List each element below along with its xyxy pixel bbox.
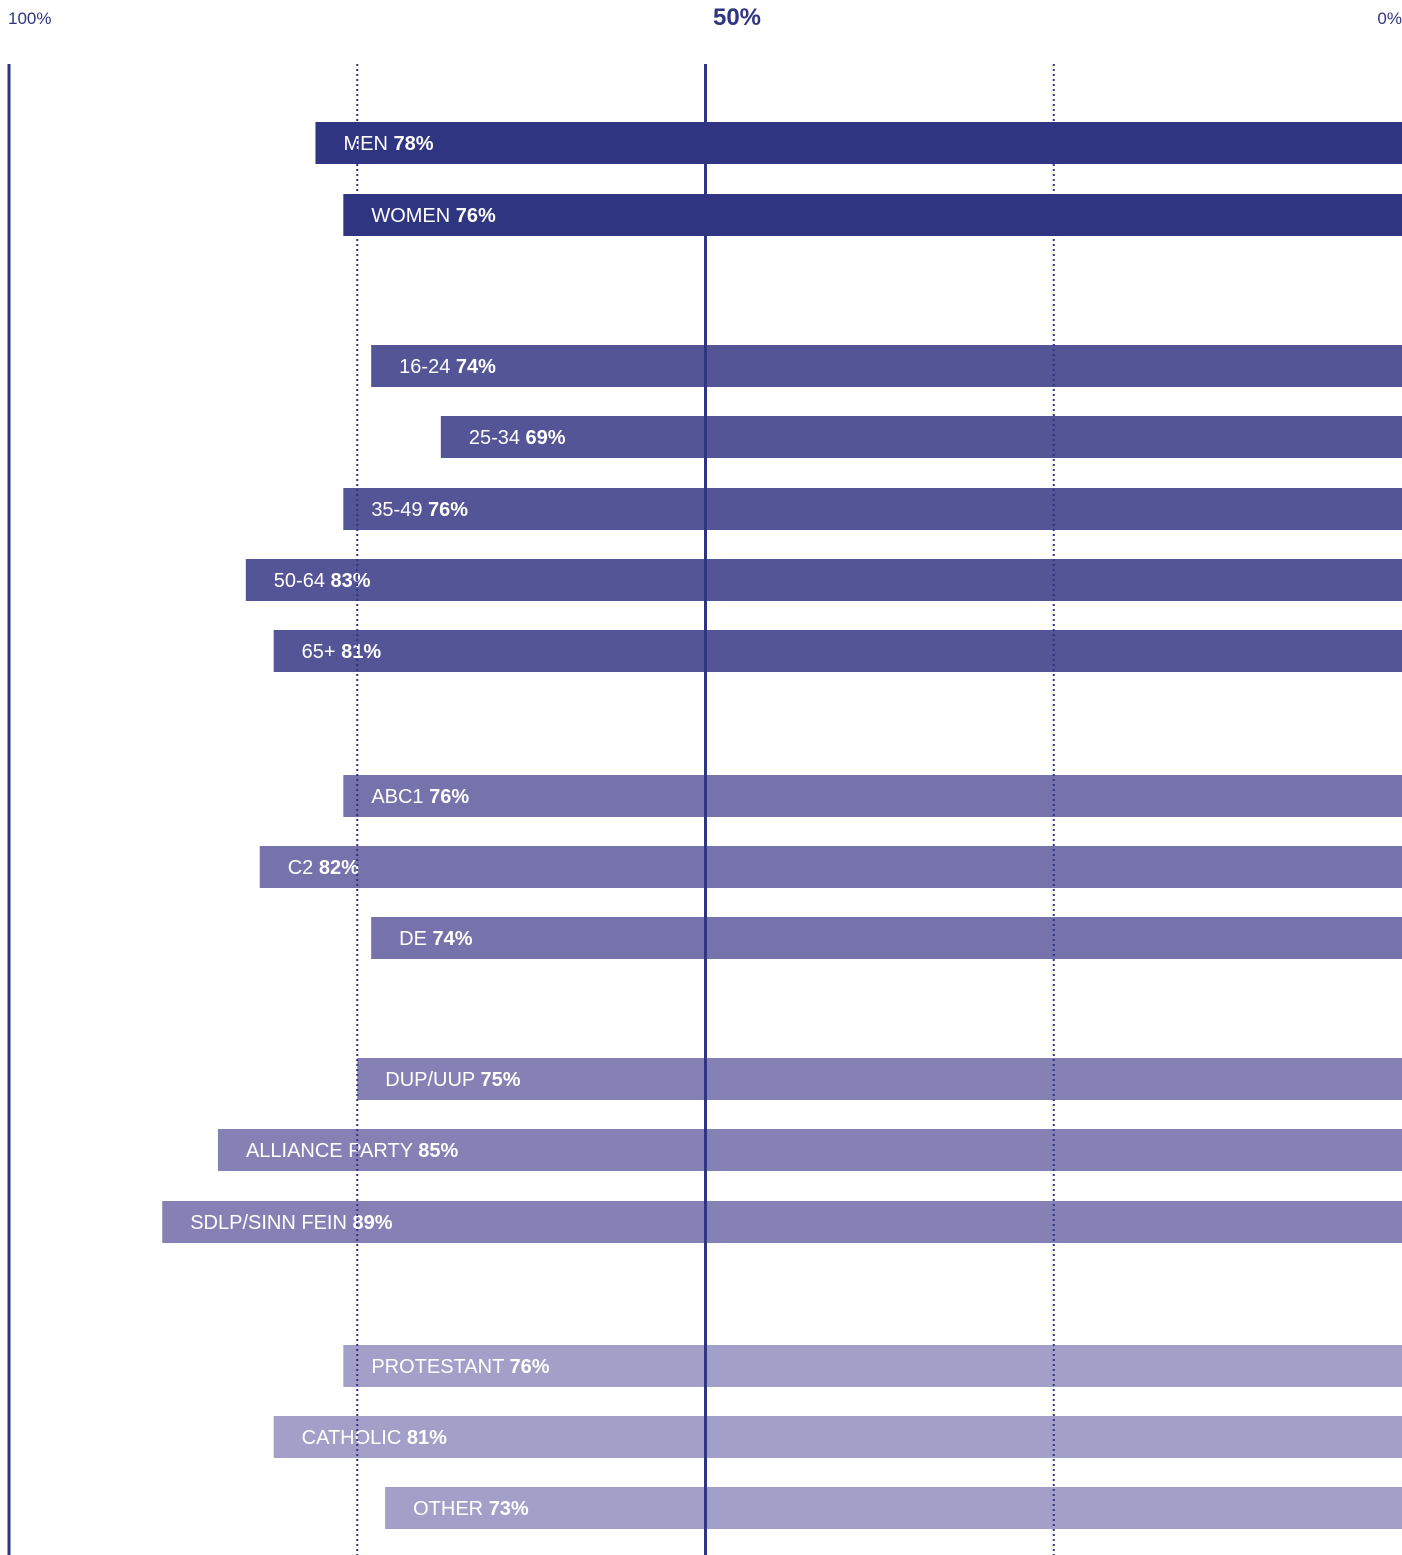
bar-category: C2 (287, 857, 319, 879)
bar-men (315, 122, 1402, 164)
bar-value: 76% (509, 1356, 550, 1378)
bar-category: ABC1 (371, 786, 430, 808)
bar-value: 76% (429, 786, 470, 808)
axis-label-0: 0% (1377, 9, 1402, 28)
bar-value: 81% (341, 641, 382, 663)
bar-label-other (413, 1498, 529, 1520)
bar-value: 75% (480, 1069, 521, 1091)
bar-label-25-34 (469, 427, 566, 449)
bar-value: 82% (318, 857, 359, 879)
bar-group-party (162, 1058, 1402, 1243)
bar-de (371, 917, 1402, 959)
axis-label-100: 100% (8, 9, 52, 28)
bar-label-dup-uup (385, 1069, 520, 1091)
bar-group-age (246, 345, 1402, 672)
bar-group-social-class (260, 775, 1402, 959)
bar-value: 85% (418, 1140, 459, 1162)
bar-abc1 (343, 775, 1402, 817)
bar-label-16-24 (399, 356, 496, 378)
bar-value: 78% (393, 133, 434, 155)
bar-category: 25-34 (468, 427, 526, 449)
bar-value: 76% (455, 205, 496, 227)
bar-other (385, 1487, 1402, 1529)
bar-label-protestant (371, 1356, 549, 1378)
bar-value: 69% (525, 427, 566, 449)
bar-label-women (371, 205, 496, 227)
bar-label-alliance-party (246, 1140, 459, 1162)
bar-value: 89% (352, 1212, 393, 1234)
bar-group-gender (315, 122, 1402, 236)
bar-label-35-49 (371, 499, 468, 521)
bar-value: 74% (455, 356, 496, 378)
bar-category: DE (399, 928, 433, 950)
bar-value: 81% (406, 1427, 447, 1449)
bar-women (343, 194, 1402, 236)
bar-35-49 (343, 488, 1402, 530)
bar-category: PROTESTANT (371, 1356, 510, 1378)
bar-category: ALLIANCE PARTY (245, 1140, 419, 1162)
bars (162, 122, 1402, 1529)
bar-category: 65+ (301, 641, 342, 663)
bar-value: 76% (428, 499, 469, 521)
bar-value: 83% (330, 570, 371, 592)
bar-c2 (260, 846, 1402, 888)
bar-25-34 (441, 416, 1402, 458)
bar-group-religion (274, 1345, 1402, 1529)
bar-value: 73% (488, 1498, 529, 1520)
axis-labels (8, 4, 1402, 31)
axis-label-50: 50% (712, 4, 762, 31)
bar-label-50-64 (274, 570, 371, 592)
bar-50-64 (246, 559, 1402, 601)
bar-category: DUP/UUP (385, 1069, 481, 1091)
bar-label-65 (302, 641, 382, 663)
bar-category: 16-24 (399, 356, 456, 378)
bar-label-sdlp-sinn-fein (190, 1212, 393, 1234)
bar-label-catholic (302, 1427, 447, 1449)
bar-category: 35-49 (371, 499, 429, 521)
bar-label-abc1 (371, 786, 469, 808)
bar-value: 74% (432, 928, 473, 950)
bar-category: CATHOLIC (301, 1427, 407, 1449)
bar-category: 50-64 (273, 570, 331, 592)
bar-label-de (399, 928, 473, 950)
bar-category: WOMEN (371, 205, 456, 227)
bar-16-24 (371, 345, 1402, 387)
bar-label-c2 (288, 857, 359, 879)
bar-category: SDLP/SINN FEIN (190, 1212, 353, 1234)
bar-category: OTHER (413, 1498, 489, 1520)
bar-category: MEN (343, 133, 394, 155)
bar-65 (274, 630, 1402, 672)
